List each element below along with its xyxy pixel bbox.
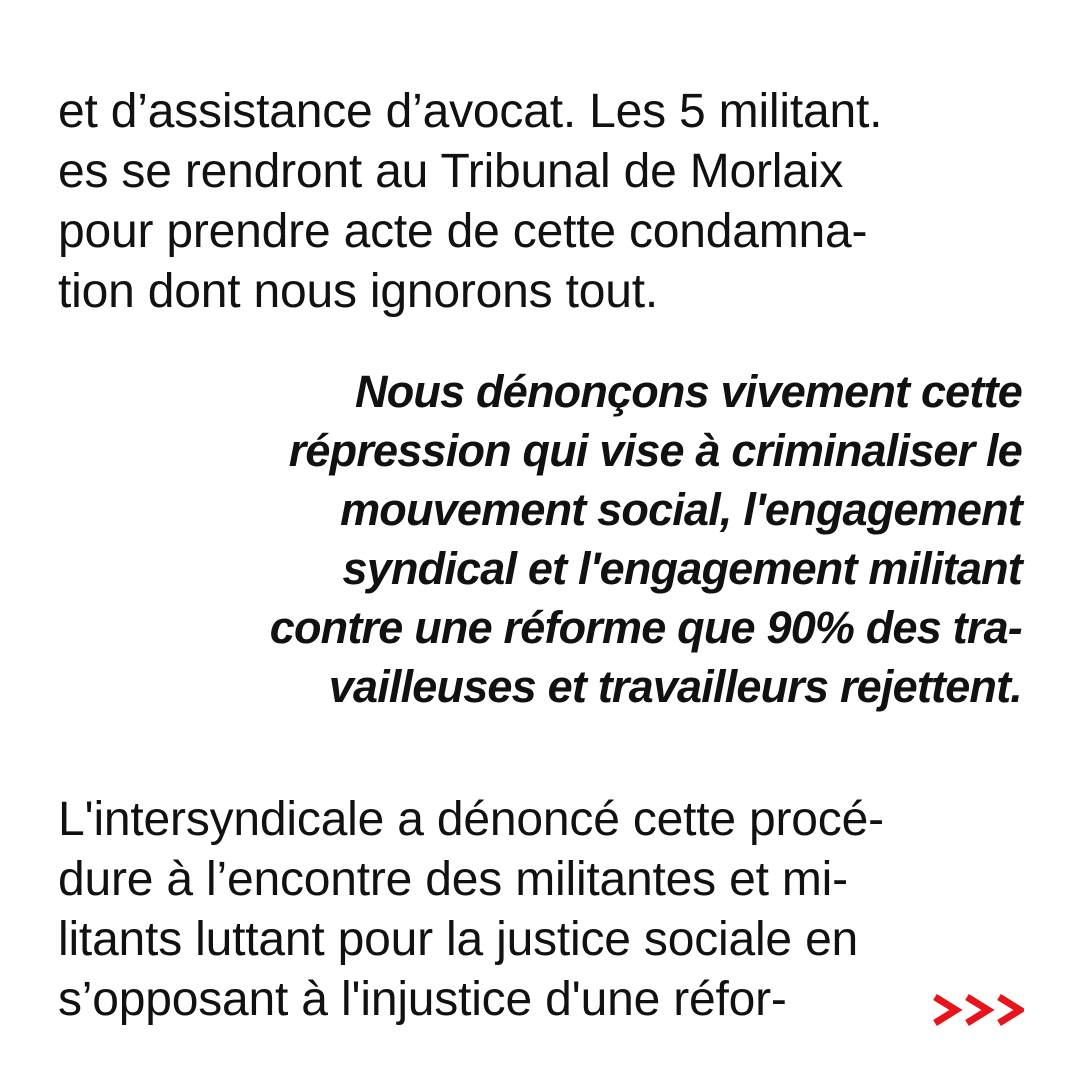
chevron-2 (967, 997, 988, 1023)
quote-line: contre une réforme que 90% des tra- (269, 602, 1022, 653)
quote-line: Nous dénonçons vivement cette (355, 366, 1022, 417)
text-line: et d’assistance d’avocat. Les 5 militant. (58, 85, 883, 138)
text-line: litants luttant pour la justice sociale en (58, 913, 859, 966)
quote-line: répression qui vise à criminaliser le (288, 425, 1022, 476)
text-line: tion dont nous ignorons tout. (58, 265, 658, 318)
text-line: dure à l’encontre des militantes et mi- (58, 853, 848, 906)
text-line: es se rendront au Tribunal de Morlaix (58, 145, 844, 198)
quote-line: syndical et l'engagement militant (342, 543, 1022, 594)
chevron-1 (935, 997, 956, 1023)
paragraph-intro (58, 82, 1038, 322)
highlight-quote (42, 362, 1022, 716)
paragraph-intersyndicale (58, 790, 1038, 1030)
text-line: L'intersyndicale a dénoncé cette procé- (58, 793, 884, 846)
text-line: s’opposant à l'injustice d'une réfor- (58, 973, 787, 1026)
quote-line: vailleuses et travailleurs rejettent. (328, 661, 1022, 712)
triple-chevron-right-icon[interactable] (932, 993, 1024, 1027)
quote-line: mouvement social, l'engagement (340, 484, 1022, 535)
chevron-3 (999, 997, 1020, 1023)
text-line: pour prendre acte de cette condamna- (58, 205, 868, 258)
